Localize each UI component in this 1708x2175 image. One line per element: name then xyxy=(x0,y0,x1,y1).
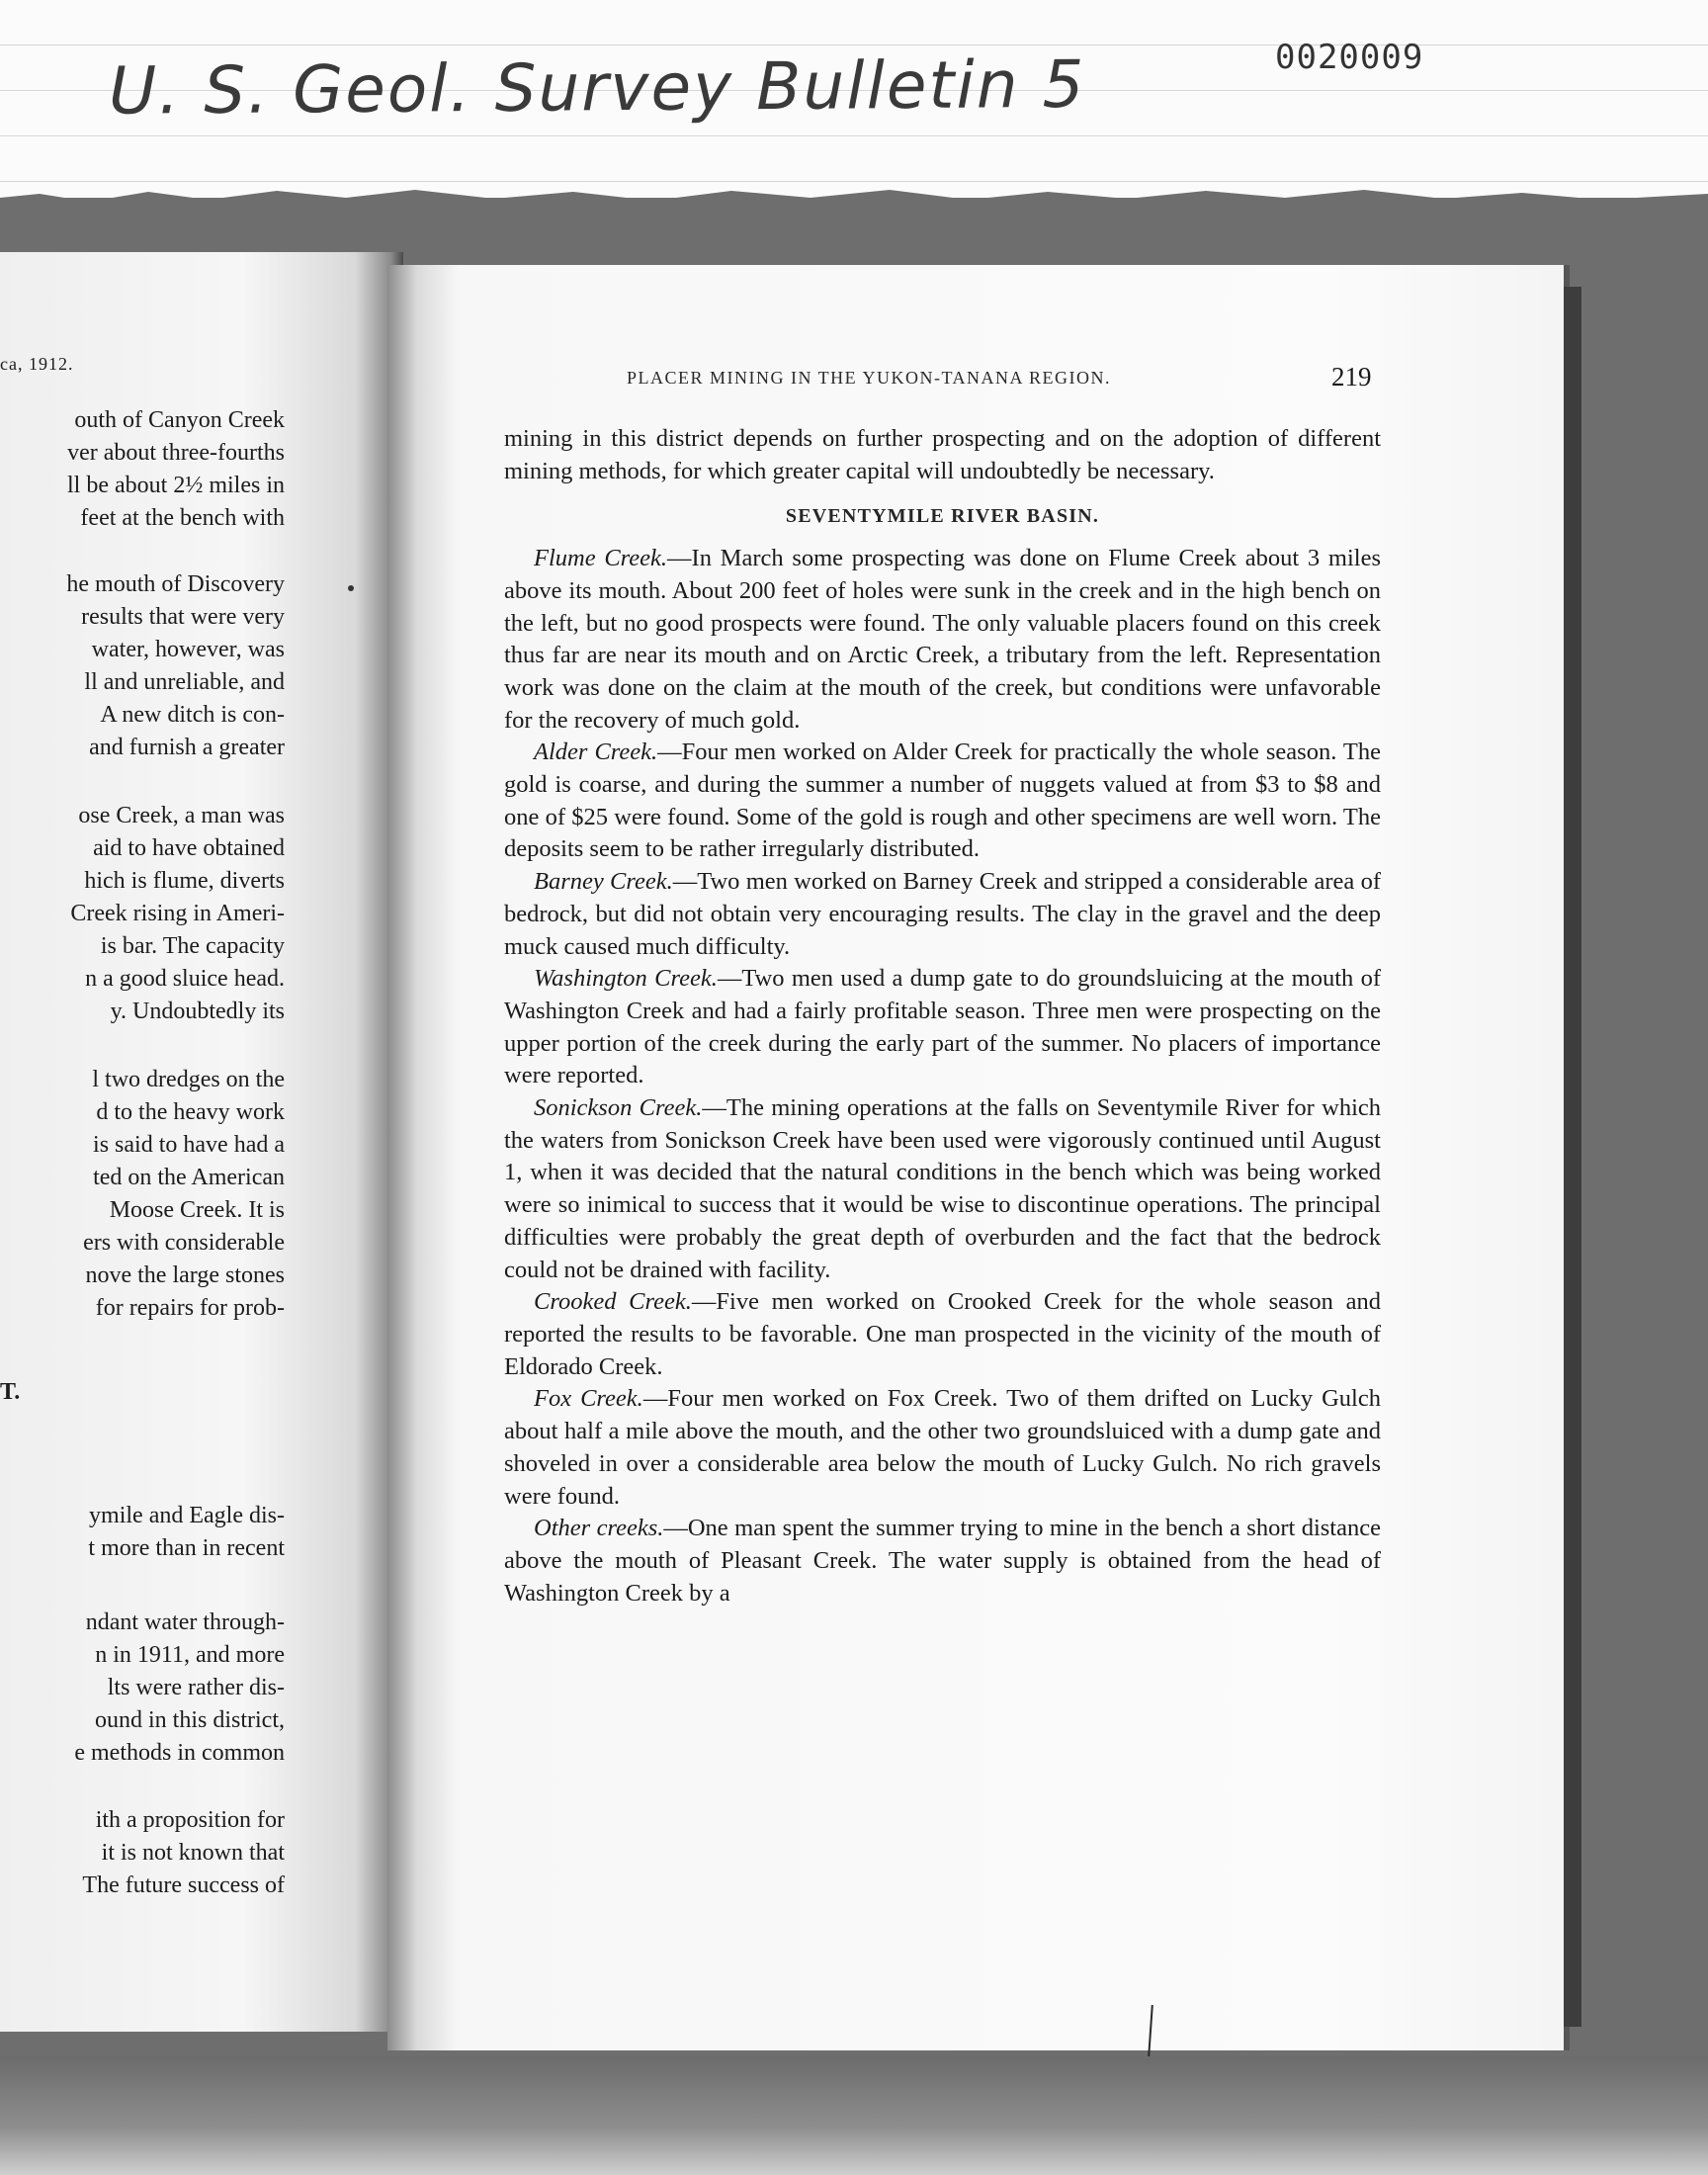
creek-paragraph xyxy=(504,1513,1381,1610)
creek-name: Flume Creek. xyxy=(534,545,668,572)
left-page-line-text: is said to have had a xyxy=(93,1132,285,1158)
left-page-line xyxy=(0,473,395,504)
left-page-line-text: ll and unreliable, and xyxy=(84,669,285,695)
left-page-line-text: Creek rising in Ameri- xyxy=(70,901,285,926)
left-page-line xyxy=(0,1132,395,1164)
left-page-line-text: ymile and Eagle dis- xyxy=(89,1503,285,1528)
intro-paragraph: mining in this district depends on further prospecting and on the adoption of different mining methods, for which greater capital will undoubtedly be necessary. xyxy=(504,425,1381,484)
left-page-line xyxy=(0,1197,395,1229)
left-page-line xyxy=(0,1503,395,1534)
left-page-line xyxy=(0,1230,395,1262)
left-page-line-text: nove the large stones xyxy=(85,1262,285,1288)
left-page-line xyxy=(0,999,395,1030)
creek-name: Sonickson Creek. xyxy=(534,1094,703,1122)
left-page-line-text: lts were rather dis- xyxy=(107,1675,285,1700)
left-page-line-text: it is not known that xyxy=(101,1840,285,1866)
left-page-line xyxy=(0,407,395,439)
creek-description: —Two men worked on Barney Creek and stripped a considerable area of bedrock, but did not obtain very encouraging results. The clay in the gravel and the deep muck caused much difficulty. xyxy=(504,868,1381,960)
left-page-line xyxy=(0,1165,395,1196)
left-page-line-text: ndant water through- xyxy=(85,1610,285,1635)
creek-description: —In March some prospecting was done on Flume Creek about 3 miles above its mouth. About 200 feet of holes were sunk in the creek and in the high bench on the left, but no good prospects were found. The only valuable placers found on this creek thus far are near its mouth and on Arctic Creek, a tributary from the left. Representation work was done on the claim at the mouth of the creek, but conditions were unfavorable for the recovery of much gold. xyxy=(504,545,1381,734)
left-page xyxy=(0,252,403,2032)
left-page-line xyxy=(0,1535,395,1567)
creek-name: Washington Creek. xyxy=(534,965,718,993)
left-page-line xyxy=(0,440,395,472)
left-page-line xyxy=(0,933,395,965)
left-page-line-text: A new ditch is con- xyxy=(100,702,285,728)
left-page-line-text: hich is flume, diverts xyxy=(84,868,285,894)
left-page-line-text: ted on the American xyxy=(93,1165,285,1190)
ink-dot xyxy=(348,585,354,591)
left-page-line-text: for repairs for prob- xyxy=(95,1295,285,1321)
left-page-line xyxy=(0,901,395,932)
left-page-line-text: n in 1911, and more xyxy=(95,1642,285,1668)
left-page-line xyxy=(0,1642,395,1674)
left-page-line xyxy=(0,505,395,537)
left-page-line-text: y. Undoubtedly its xyxy=(110,999,285,1024)
left-page-line xyxy=(0,868,395,900)
scan-bottom-shadow xyxy=(0,2056,1708,2175)
left-page-line xyxy=(0,735,395,766)
left-page-line xyxy=(0,1295,395,1327)
creek-paragraph xyxy=(504,1383,1381,1513)
page-number: 219 xyxy=(1331,362,1372,392)
torn-paper-edge xyxy=(0,176,1708,235)
left-page-line xyxy=(0,1099,395,1131)
left-page-line-text: and furnish a greater xyxy=(89,735,285,760)
left-page-line-text: feet at the bench with xyxy=(80,505,285,531)
left-page-line xyxy=(0,1707,395,1739)
left-page-line xyxy=(0,1740,395,1772)
left-page-line xyxy=(0,1872,395,1904)
left-page-line-text: ll be about 2½ miles in xyxy=(67,473,285,498)
left-page-line-text: outh of Canyon Creek xyxy=(74,407,285,433)
creek-description: —Five men worked on Crooked Creek for the whole season and reported the results to be favorable. One man prospected in the vicinity of the mouth of Eldorado Creek. xyxy=(504,1288,1382,1380)
left-page-line xyxy=(0,637,395,668)
stamp-number: 0020009 xyxy=(1275,38,1424,77)
running-head: PLACER MINING IN THE YUKON-TANANA REGION. xyxy=(627,368,1112,388)
left-page-line xyxy=(0,669,395,701)
creek-paragraph xyxy=(504,866,1381,963)
handwritten-title: U. S. Geol. Survey Bulletin 5 xyxy=(108,45,1086,130)
left-page-line xyxy=(0,1262,395,1294)
left-page-line-text: is bar. The capacity xyxy=(100,933,285,959)
creek-paragraph xyxy=(504,1286,1381,1383)
left-page-line xyxy=(0,1675,395,1706)
left-page-line xyxy=(0,966,395,998)
left-page-line-text: ers with considerable xyxy=(83,1230,285,1256)
left-page-line-text: ver about three-fourths xyxy=(67,440,285,466)
creek-name: Other creeks. xyxy=(534,1515,664,1542)
left-page-line xyxy=(0,835,395,867)
left-page-line-text: he mouth of Discovery xyxy=(66,571,285,597)
left-page-line xyxy=(0,1807,395,1839)
creek-description: —Two men used a dump gate to do groundsluicing at the mouth of Washington Creek and had a fairly profitable season. Three men were prospecting on the upper portion of the creek during the early part of the summer. No placers of importance were reported. xyxy=(504,965,1381,1089)
creek-paragraph xyxy=(504,963,1381,1092)
left-page-line xyxy=(0,803,395,834)
left-page-line-text: e methods in common xyxy=(74,1740,285,1766)
page-edge-shadow xyxy=(1564,287,1581,2027)
creek-name: Fox Creek. xyxy=(534,1385,643,1413)
left-page-line-text: aid to have obtained xyxy=(93,835,285,861)
left-page-line xyxy=(0,354,395,386)
creek-name: Crooked Creek. xyxy=(534,1288,692,1316)
creek-description: —Four men worked on Fox Creek. Two of them drifted on Lucky Gulch about half a mile above the mouth, and the other two groundsluiced with a dump gate and shoveled in over a considerable area below the mouth of Lucky Gulch. No rich gravels were found. xyxy=(504,1385,1381,1510)
creek-paragraph xyxy=(504,543,1381,737)
body-text xyxy=(504,423,1381,1610)
left-page-line-text: water, however, was xyxy=(91,637,285,662)
left-page-line-text: n a good sluice head. xyxy=(85,966,285,992)
creek-description: —One man spent the summer trying to mine in the bench a short distance above the mouth of Pleasant Creek. The water supply is obtained from the head of Washington Creek by a xyxy=(504,1515,1381,1607)
left-page-line-text: t more than in recent xyxy=(88,1535,285,1561)
left-page-line xyxy=(0,1379,395,1411)
left-page-line xyxy=(0,571,395,603)
creek-paragraph xyxy=(504,1092,1381,1286)
left-page-line-text: l two dredges on the xyxy=(92,1067,285,1092)
left-page-line xyxy=(0,1840,395,1871)
left-page-line xyxy=(0,604,395,636)
left-page-line-text: Moose Creek. It is xyxy=(109,1197,285,1223)
left-page-line-text: ca, 1912. xyxy=(0,354,74,374)
left-page-line-text: d to the heavy work xyxy=(96,1099,285,1125)
left-page-line-text: ith a proposition for xyxy=(95,1807,285,1833)
creek-description: —Four men worked on Alder Creek for practically the whole season. The gold is coarse, and during the summer a number of nuggets valued at from $3 to $8 and one of $25 were found. Some of the gold is rough and other specimens are well worn. The deposits seem to be rather irregularly distributed. xyxy=(504,739,1381,863)
left-page-line xyxy=(0,702,395,734)
left-page-line-text: results that were very xyxy=(81,604,285,630)
left-page-line-text: The future success of xyxy=(82,1872,285,1898)
creek-description: —The mining operations at the falls on Seventymile River for which the waters from Sonickson Creek have been used were vigorously continued until August 1, when it was decided that the natural conditions in the bench which was being worked were so inimical to success that it would be wise to discontinue operations. The principal difficulties were probably the great depth of overburden and the fact that the bedrock could not be drained with facility. xyxy=(504,1094,1381,1283)
left-page-line-text: ose Creek, a man was xyxy=(78,803,285,828)
creek-paragraph xyxy=(504,737,1381,866)
left-page-line-text: T. xyxy=(0,1379,21,1405)
creek-name: Barney Creek. xyxy=(534,868,673,896)
left-page-line-text: ound in this district, xyxy=(95,1707,285,1733)
left-page-line xyxy=(0,1610,395,1641)
section-title: SEVENTYMILE RIVER BASIN. xyxy=(785,505,1100,528)
creek-paragraphs xyxy=(504,543,1381,1610)
left-page-line xyxy=(0,1067,395,1098)
creek-name: Alder Creek. xyxy=(534,739,658,766)
